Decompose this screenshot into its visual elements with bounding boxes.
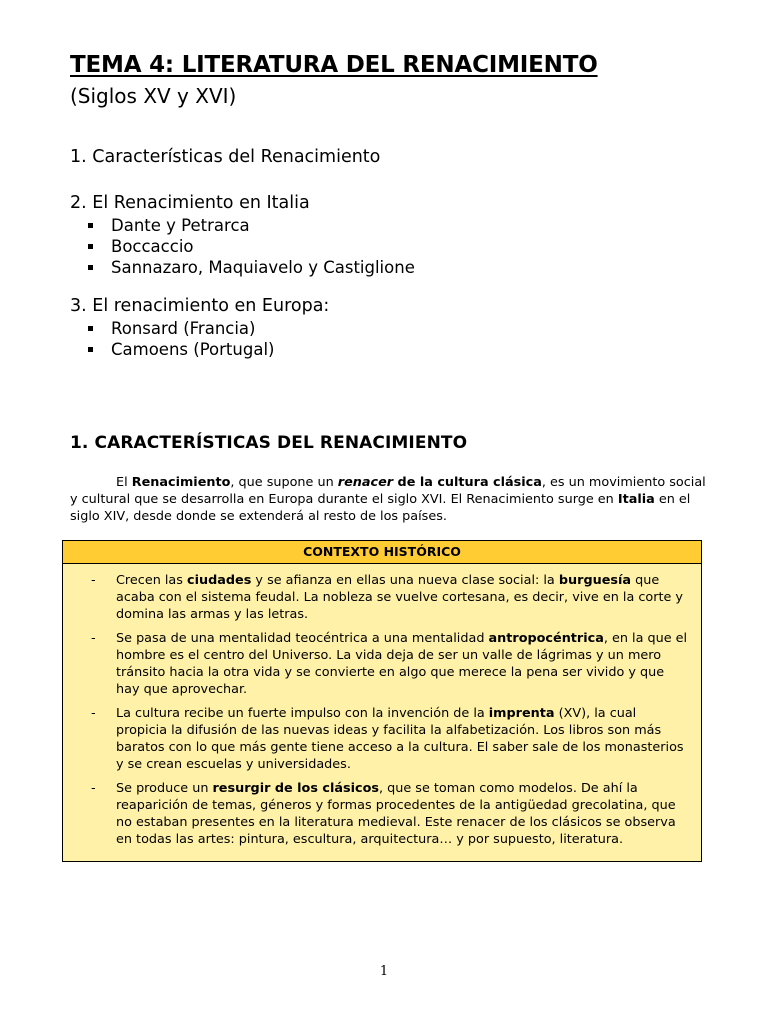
toc-section-1 [70,145,710,169]
context-item [91,780,689,848]
toc-item: Dante y Petrarca [88,215,710,236]
context-item [91,630,689,698]
toc-heading: 3. El renacimiento en Europa: [70,296,330,316]
context-item [91,572,689,623]
toc-list [88,215,710,278]
page-subtitle: (Siglos XV y XVI) [70,84,237,108]
bold-run: de la cultura clásica [393,475,542,490]
page-title: TEMA 4: LITERATURA DEL RENACIMIENTO [70,52,598,78]
bold-run: burguesía [558,573,632,588]
text-run: , que se toman como modelos. De ahí la reaparición de temas, géneros y formas procedentes de la antigüedad grecolatina, que no estaban presentes en la literatura medieval. Este renacer de los clásicos se observa en todas las artes: pintura, escultura, arquitectura… y por supuesto, literatura. [116,781,676,847]
page-number: 1 [379,964,389,979]
text-run: El [116,475,132,490]
toc-item: Camoens (Portugal) [88,339,710,360]
intro-paragraph [70,474,710,525]
context-box [62,540,702,862]
context-box-header: CONTEXTO HISTÓRICO [63,541,701,564]
text-run: , que supone un [230,475,338,490]
toc-item: Ronsard (Francia) [88,318,710,339]
bold-run: resurgir de los clásicos [212,781,379,796]
toc-item: Boccaccio [88,236,710,257]
italic-run: renacer [337,475,394,490]
context-item [91,705,689,773]
bold-run: imprenta [488,706,555,721]
bold-run: ciudades [187,573,252,588]
text-run: , es un movimiento social y cultural que se desarrolla en Europa durante el siglo XVI. El Renacimiento surge en [70,475,706,507]
bold-italic-run [338,475,542,490]
toc-heading: 2. El Renacimiento en Italia [70,193,310,213]
text-run: (XV), la cual propicia la difusión de las nuevas ideas y facilita la alfabetización. Los libros son más baratos con lo que más gente tiene acceso a la cultura. El saber sale de los monasterios y se crean escuelas y universidades. [116,706,684,772]
text-run: La cultura recibe un fuerte impulso con la invención de la [116,706,489,721]
toc-section-2 [70,191,710,278]
text-run: que acaba con el sistema feudal. La nobleza se vuelve cortesana, es decir, vive en la corte y domina las armas y las letras. [116,573,684,622]
toc-section-3 [70,294,710,360]
toc-list [88,318,710,360]
text-run: en el siglo XIV, desde donde se extenderá al resto de los países. [70,492,691,524]
text-run: Crecen las [116,573,188,588]
text-run: Se produce un [116,781,213,796]
bold-run: antropocéntrica [488,631,604,646]
text-run: , en la que el hombre es el centro del Universo. La vida deja de ser un valle de lágrimas y un mero tránsito hacia la otra vida y se convierte en algo que merece la pena ser vivido y que hay que aprovechar. [116,631,688,697]
text-run: y se afianza en ellas una nueva clase social: la [251,573,559,588]
section-heading: 1. CARACTERÍSTICAS DEL RENACIMIENTO [70,433,468,453]
bold-run: Italia [617,492,655,507]
text-run: Se pasa de una mentalidad teocéntrica a una mentalidad [116,631,489,646]
toc-heading: 1. Características del Renacimiento [70,147,381,167]
toc-item: Sannazaro, Maquiavelo y Castiglione [88,257,710,278]
table-of-contents [70,145,710,369]
bold-run: Renacimiento [131,475,231,490]
context-list [63,564,701,848]
